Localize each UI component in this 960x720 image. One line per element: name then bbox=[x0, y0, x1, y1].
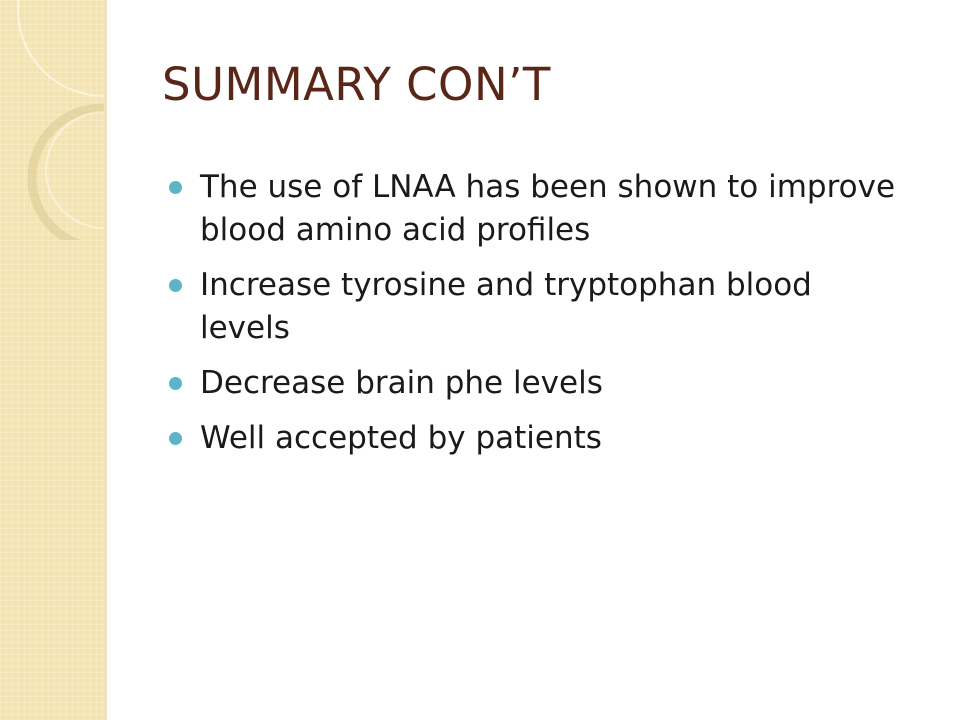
bullet-dot-icon bbox=[169, 279, 182, 292]
bullet-dot-icon bbox=[169, 377, 182, 390]
bullet-dot-icon bbox=[169, 432, 182, 445]
bullet-item bbox=[165, 417, 905, 460]
bullet-list bbox=[165, 166, 905, 472]
bullet-item bbox=[165, 362, 905, 405]
slide-title: SUMMARY CON’T bbox=[162, 58, 551, 111]
decorative-circles bbox=[0, 0, 104, 240]
side-panel-edge bbox=[104, 0, 107, 720]
bullet-item bbox=[165, 166, 905, 252]
bullet-text: Well accepted by patients bbox=[200, 420, 602, 456]
bullet-dot-icon bbox=[169, 181, 182, 194]
bullet-text: Increase tyrosine and tryptophan blood levels bbox=[200, 267, 812, 346]
bullet-item bbox=[165, 264, 905, 350]
decorative-side-panel bbox=[0, 0, 106, 720]
bullet-text: The use of LNAA has been shown to improve blood amino acid profiles bbox=[200, 169, 896, 248]
bullet-text: Decrease brain phe levels bbox=[200, 365, 603, 401]
